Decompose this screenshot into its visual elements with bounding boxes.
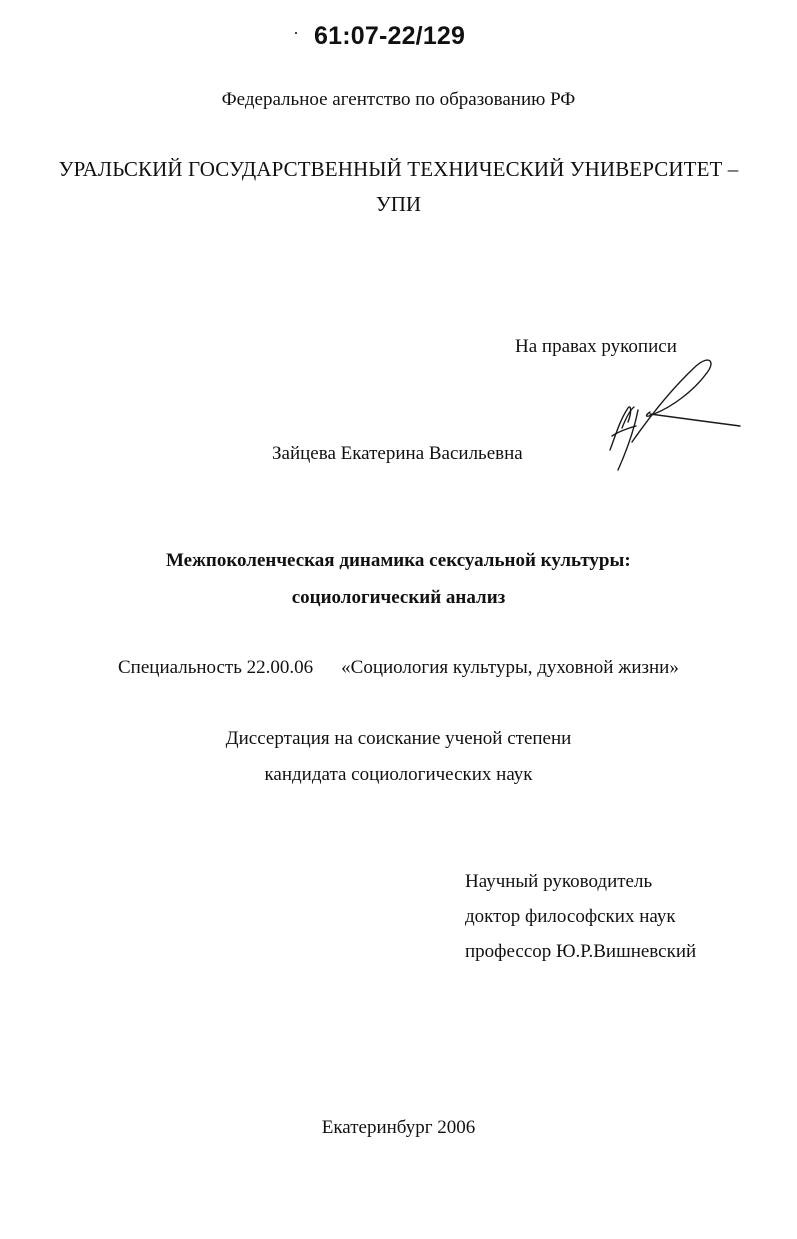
- specialty-code: Специальность 22.00.06: [118, 657, 314, 678]
- handwritten-signature: [598, 352, 748, 477]
- thesis-title-line2: социологический анализ: [291, 587, 506, 608]
- thesis-title-line1: Межпоколенческая динамика сексуальной культуры:: [166, 550, 631, 571]
- manuscript-rights-note: На правах рукописи: [515, 336, 677, 357]
- advisor-name: профессор Ю.Р.Вишневский: [465, 941, 697, 962]
- specialty-name: «Социология культуры, духовной жизни»: [341, 657, 679, 678]
- advisor-role: Научный руководитель: [465, 871, 653, 892]
- specialty-row: [118, 657, 679, 679]
- catalog-number: 61:07-22/129: [314, 22, 466, 50]
- advisor-degree: доктор философских наук: [465, 906, 676, 927]
- degree-statement-line2: кандидата социологических наук: [264, 764, 533, 785]
- university-name-line2: УПИ: [375, 192, 422, 216]
- university-name-line1: УРАЛЬСКИЙ ГОСУДАРСТВЕННЫЙ ТЕХНИЧЕСКИЙ УНИВЕРСИТЕТ –: [58, 157, 739, 181]
- degree-statement-line1: Диссертация на соискание ученой степени: [225, 728, 572, 749]
- agency-name: Федеральное агентство по образованию РФ: [221, 89, 576, 110]
- author-name: Зайцева Екатерина Васильевна: [272, 443, 523, 464]
- city-and-year: Екатеринбург 2006: [321, 1117, 476, 1138]
- scan-artifact-dot: [295, 32, 297, 34]
